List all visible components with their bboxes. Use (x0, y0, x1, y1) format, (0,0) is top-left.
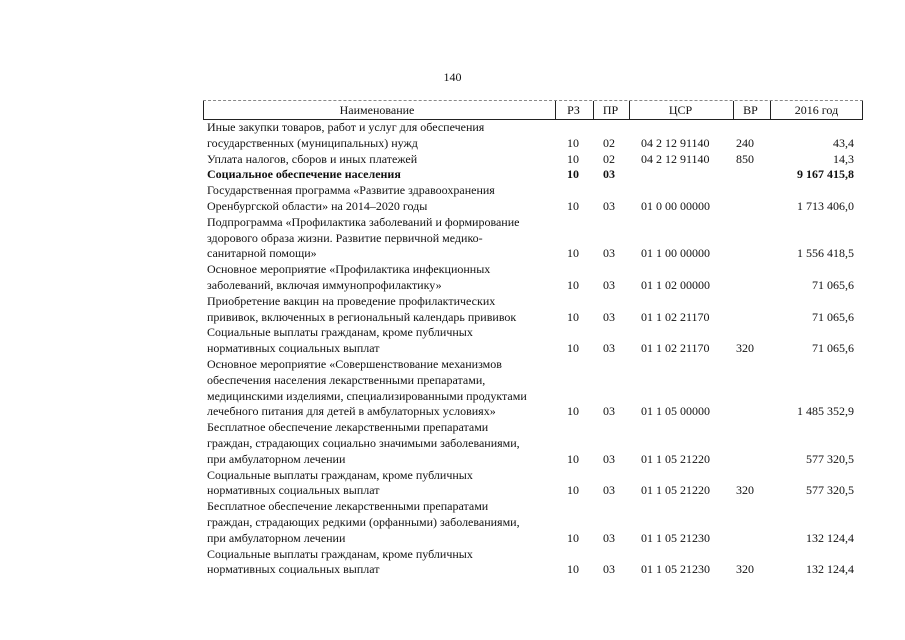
row-csr: 01 1 05 21220 (641, 483, 710, 498)
row-name (203, 262, 548, 294)
row-amount: 9 167 415,8 (797, 167, 854, 182)
row-name-line: Приобретение вакцин на проведение профилактических (207, 293, 496, 308)
row-name (203, 294, 548, 326)
row-name (203, 183, 548, 215)
row-name-line: при амбулаторном лечении (207, 530, 346, 545)
row-name-line: Основное мероприятие «Совершенствование механизмов (207, 356, 502, 371)
row-name-line: Подпрограмма «Профилактика заболеваний и формирование (207, 214, 520, 229)
row-name-line: медицинскими изделиями, специализированными продуктами (207, 388, 527, 403)
table-row (203, 468, 863, 500)
row-name-line: государственных (муниципальных) нужд (207, 135, 418, 150)
row-amount: 71 065,6 (812, 341, 854, 356)
row-name-line: при амбулаторном лечении (207, 451, 346, 466)
row-name (203, 152, 548, 168)
row-name (203, 120, 548, 152)
row-pr: 03 (603, 404, 615, 419)
row-csr: 01 1 05 21230 (641, 530, 710, 545)
row-name (203, 215, 548, 262)
row-csr: 01 1 05 21230 (641, 562, 710, 577)
row-name (203, 468, 548, 500)
row-rz: 10 (567, 151, 579, 166)
table-row (203, 420, 863, 467)
table-header (203, 100, 863, 120)
row-amount: 71 065,6 (812, 309, 854, 324)
budget-table (203, 100, 863, 578)
row-csr: 04 2 12 91140 (641, 151, 710, 166)
row-name-line: заболеваний, включая иммунопрофилактику» (207, 277, 442, 292)
row-vr: 320 (736, 483, 754, 498)
header-name: Наименование (203, 101, 550, 119)
row-name-line: нормативных социальных выплат (207, 341, 380, 356)
row-csr: 01 1 02 21170 (641, 309, 710, 324)
table-row (203, 167, 863, 183)
row-name-line: Государственная программа «Развитие здравоохранения (207, 183, 495, 198)
row-rz: 10 (567, 530, 579, 545)
row-amount: 71 065,6 (812, 277, 854, 292)
row-pr: 03 (603, 167, 615, 182)
row-amount: 132 124,4 (806, 530, 854, 545)
row-csr: 04 2 12 91140 (641, 135, 710, 150)
row-rz: 10 (567, 483, 579, 498)
table-row (203, 215, 863, 262)
row-name-line: нормативных социальных выплат (207, 483, 380, 498)
row-name-line: Иные закупки товаров, работ и услуг для обеспечения (207, 120, 485, 134)
row-rz: 10 (567, 404, 579, 419)
row-rz: 10 (567, 341, 579, 356)
row-csr: 01 1 02 00000 (641, 277, 710, 292)
row-vr: 320 (736, 341, 754, 356)
table-row (203, 325, 863, 357)
row-amount: 1 713 406,0 (797, 198, 854, 213)
row-pr: 03 (603, 530, 615, 545)
row-amount: 132 124,4 (806, 562, 854, 577)
table-row (203, 120, 863, 152)
table-row (203, 262, 863, 294)
row-rz: 10 (567, 198, 579, 213)
row-name-line: Оренбургской области» на 2014–2020 годы (207, 198, 428, 213)
row-rz: 10 (567, 135, 579, 150)
row-name-line: Социальные выплаты гражданам, кроме публичных (207, 467, 473, 482)
row-pr: 03 (603, 451, 615, 466)
row-pr: 03 (603, 246, 615, 261)
row-name-line: Социальное обеспечение населения (207, 167, 401, 182)
row-pr: 03 (603, 341, 615, 356)
table-row (203, 547, 863, 579)
row-name (203, 167, 548, 183)
header-rz: РЗ (555, 101, 591, 119)
row-amount: 1 556 418,5 (797, 246, 854, 261)
row-rz: 10 (567, 562, 579, 577)
row-name-line: обеспечения населения лекарственными препаратами, (207, 372, 486, 387)
row-amount: 1 485 352,9 (797, 404, 854, 419)
row-name-line: Бесплатное обеспечение лекарственными препаратами (207, 420, 489, 435)
header-vr: ВР (733, 101, 767, 119)
row-csr: 01 1 05 00000 (641, 404, 710, 419)
table-row (203, 294, 863, 326)
row-name-line: Бесплатное обеспечение лекарственными препаратами (207, 499, 489, 514)
row-csr: 01 1 02 21170 (641, 341, 710, 356)
row-name (203, 325, 548, 357)
row-pr: 03 (603, 562, 615, 577)
row-name-line: Основное мероприятие «Профилактика инфекционных (207, 262, 491, 277)
table-row (203, 499, 863, 546)
row-rz: 10 (567, 309, 579, 324)
row-name-line: граждан, страдающих социально значимыми заболеваниями, (207, 435, 520, 450)
row-rz: 10 (567, 451, 579, 466)
row-name-line: лечебного питания для детей в амбулаторных условиях» (207, 404, 496, 419)
row-name-line: Социальные выплаты гражданам, кроме публичных (207, 325, 473, 340)
table-row (203, 183, 863, 215)
row-name-line: прививок, включенных в региональный календарь прививок (207, 309, 517, 324)
row-name-line: санитарной помощи» (207, 246, 317, 261)
table-body (203, 120, 863, 578)
table-row (203, 152, 863, 168)
table-row (203, 357, 863, 420)
row-name (203, 357, 548, 420)
row-vr: 320 (736, 562, 754, 577)
row-name (203, 547, 548, 579)
row-pr: 03 (603, 198, 615, 213)
row-pr: 02 (603, 135, 615, 150)
row-csr: 01 1 00 00000 (641, 246, 710, 261)
row-vr: 850 (736, 151, 754, 166)
header-csr: ЦСР (629, 101, 731, 119)
row-amount: 577 320,5 (806, 451, 854, 466)
row-name-line: нормативных социальных выплат (207, 562, 380, 577)
row-name-line: Социальные выплаты гражданам, кроме публичных (207, 546, 473, 561)
row-pr: 02 (603, 151, 615, 166)
row-vr: 240 (736, 135, 754, 150)
header-pr: ПР (593, 101, 627, 119)
row-csr: 01 0 00 00000 (641, 198, 710, 213)
row-name-line: здорового образа жизни. Развитие первичной медико- (207, 230, 483, 245)
row-pr: 03 (603, 309, 615, 324)
row-amount: 43,4 (833, 135, 854, 150)
row-rz: 10 (567, 277, 579, 292)
row-name-line: граждан, страдающих редкими (орфанными) заболеваниями, (207, 514, 520, 529)
row-rz: 10 (567, 167, 579, 182)
row-name-line: Уплата налогов, сборов и иных платежей (207, 151, 418, 166)
header-year: 2016 год (770, 101, 863, 119)
row-amount: 14,3 (833, 151, 854, 166)
row-rz: 10 (567, 246, 579, 261)
row-name (203, 420, 548, 467)
page-number: 140 (443, 70, 462, 84)
row-name (203, 499, 548, 546)
row-pr: 03 (603, 483, 615, 498)
row-csr: 01 1 05 21220 (641, 451, 710, 466)
row-pr: 03 (603, 277, 615, 292)
row-amount: 577 320,5 (806, 483, 854, 498)
